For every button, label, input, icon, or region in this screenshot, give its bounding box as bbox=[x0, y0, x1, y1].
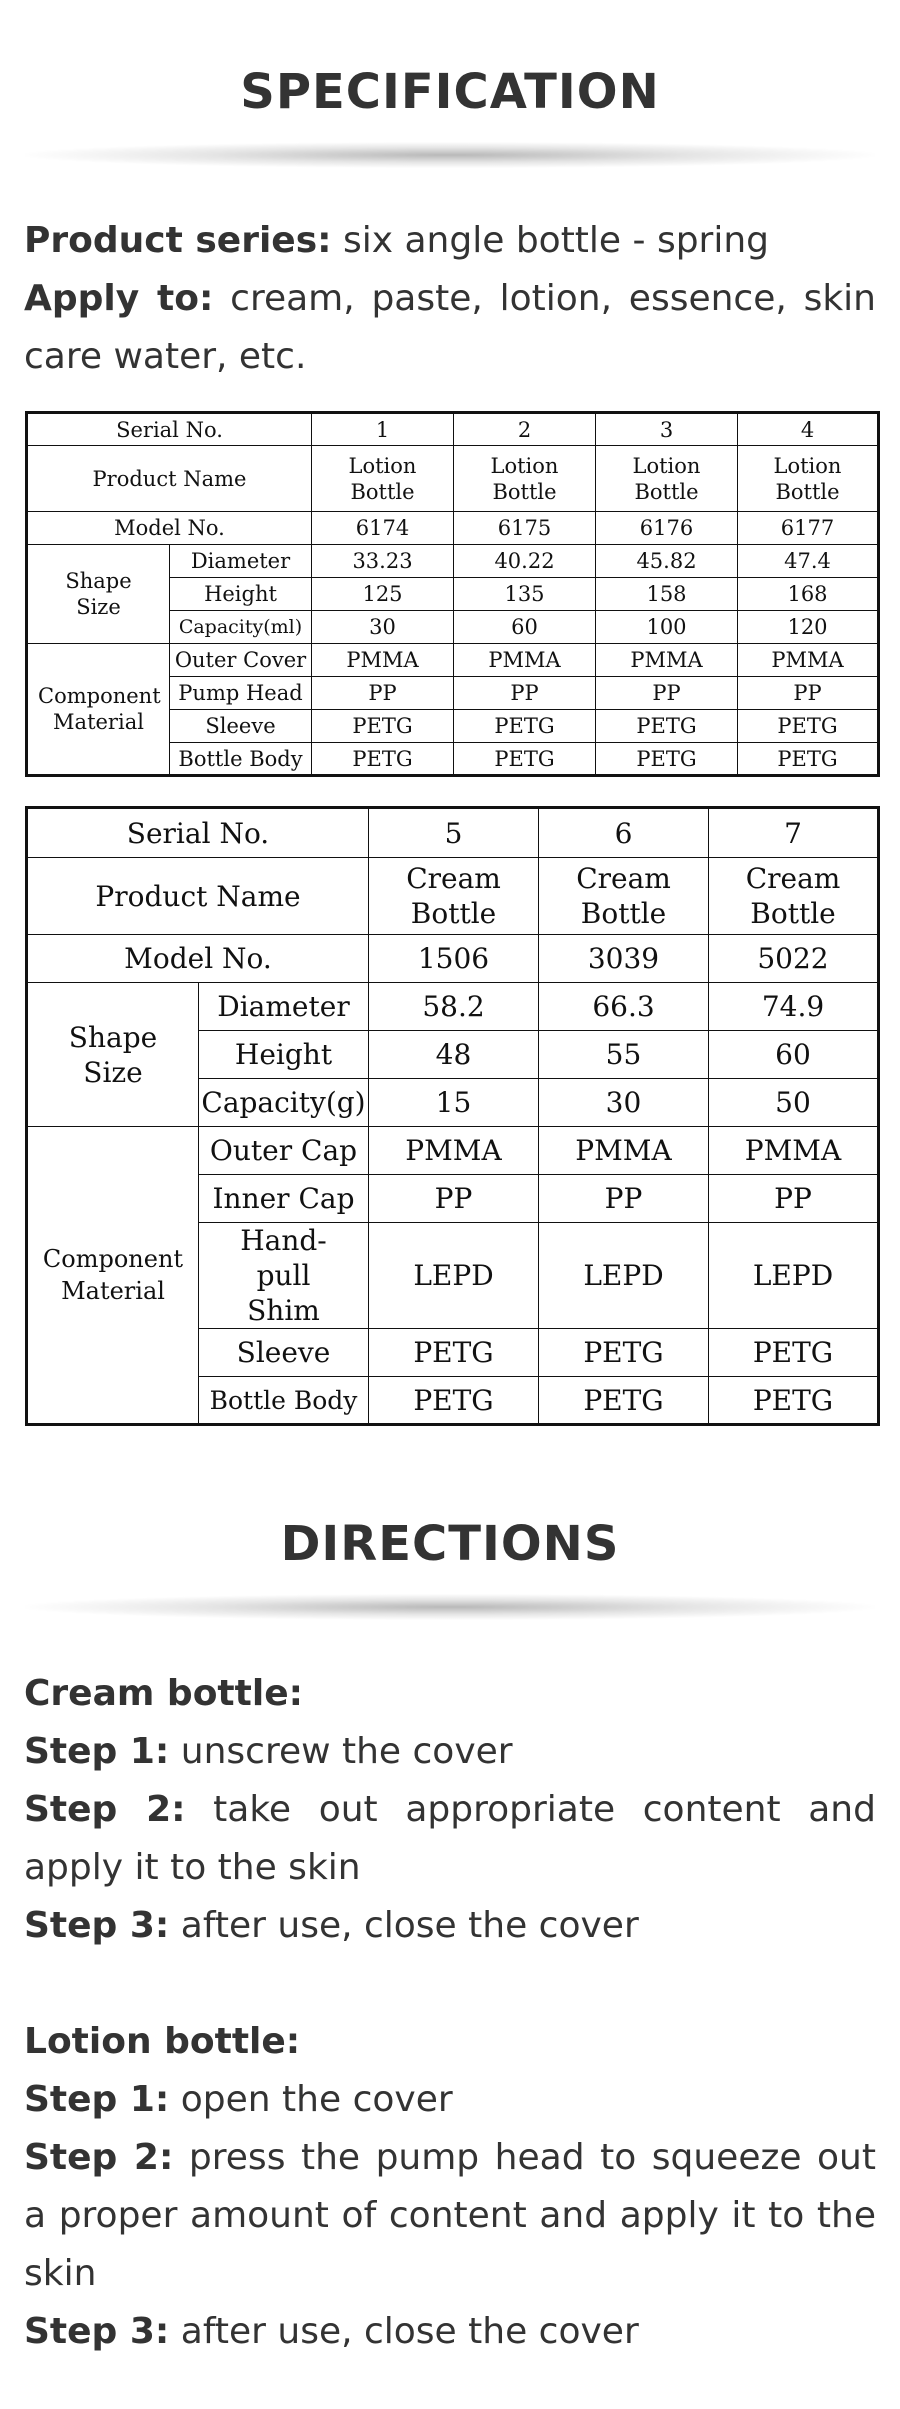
bottle-body-label: Bottle Body bbox=[170, 743, 312, 776]
model-cell: 1506 bbox=[369, 935, 539, 983]
bottle-body-cell: PETG bbox=[539, 1377, 709, 1425]
lotion-step-1: Step 1: open the cover bbox=[24, 2079, 453, 2120]
product-name-cell: Lotion Bottle bbox=[738, 446, 879, 512]
sleeve-cell: PETG bbox=[539, 1329, 709, 1377]
pump-head-cell: PP bbox=[312, 677, 454, 710]
section-spacer bbox=[24, 1955, 876, 2013]
title-shadow-divider bbox=[25, 1594, 875, 1620]
outer-cap-label: Outer Cap bbox=[199, 1127, 369, 1175]
sleeve-label: Sleeve bbox=[199, 1329, 369, 1377]
capacity-cell: 30 bbox=[312, 611, 454, 644]
diameter-label: Diameter bbox=[199, 983, 369, 1031]
serial-cell: 2 bbox=[454, 413, 596, 446]
serial-cell: 7 bbox=[709, 808, 879, 858]
table-row bbox=[27, 545, 879, 578]
serial-cell: 4 bbox=[738, 413, 879, 446]
diameter-label: Diameter bbox=[170, 545, 312, 578]
sleeve-cell: PETG bbox=[454, 710, 596, 743]
outer-cap-cell: PMMA bbox=[369, 1127, 539, 1175]
capacity-cell: 60 bbox=[454, 611, 596, 644]
diameter-cell: 74.9 bbox=[709, 983, 879, 1031]
bottle-body-cell: PETG bbox=[454, 743, 596, 776]
height-label: Height bbox=[170, 578, 312, 611]
height-cell: 158 bbox=[596, 578, 738, 611]
pump-head-label: Pump Head bbox=[170, 677, 312, 710]
serial-label: Serial No. bbox=[27, 413, 312, 446]
table-row bbox=[27, 808, 879, 858]
table-row bbox=[27, 512, 879, 545]
serial-cell: 6 bbox=[539, 808, 709, 858]
cream-step-1: Step 1: unscrew the cover bbox=[24, 1731, 513, 1772]
serial-cell: 3 bbox=[596, 413, 738, 446]
serial-cell: 5 bbox=[369, 808, 539, 858]
height-label: Height bbox=[199, 1031, 369, 1079]
model-cell: 5022 bbox=[709, 935, 879, 983]
table-row bbox=[27, 983, 879, 1031]
outer-cover-cell: PMMA bbox=[312, 644, 454, 677]
apply-to-value: cream, paste, lotion, essence, skin care water, etc. bbox=[24, 278, 876, 377]
bottle-body-cell: PETG bbox=[596, 743, 738, 776]
model-label: Model No. bbox=[27, 935, 369, 983]
table-row bbox=[27, 935, 879, 983]
product-name-cell: Cream Bottle bbox=[539, 858, 709, 935]
sleeve-cell: PETG bbox=[596, 710, 738, 743]
bottle-body-label: Bottle Body bbox=[199, 1377, 369, 1425]
sleeve-cell: PETG bbox=[312, 710, 454, 743]
spec-intro bbox=[24, 212, 876, 386]
lotion-bottle-heading: Lotion bottle: bbox=[24, 2021, 301, 2062]
height-cell: 48 bbox=[369, 1031, 539, 1079]
diameter-cell: 66.3 bbox=[539, 983, 709, 1031]
product-series-line bbox=[24, 212, 876, 270]
specification-title: SPECIFICATION bbox=[240, 64, 660, 120]
table-row bbox=[27, 644, 879, 677]
model-cell: 3039 bbox=[539, 935, 709, 983]
capacity-label: Capacity(g) bbox=[199, 1079, 369, 1127]
product-name-cell: Cream Bottle bbox=[369, 858, 539, 935]
table-row bbox=[27, 858, 879, 935]
table-row bbox=[27, 446, 879, 512]
product-name-cell: Lotion Bottle bbox=[312, 446, 454, 512]
inner-cap-cell: PP bbox=[709, 1175, 879, 1223]
outer-cover-label: Outer Cover bbox=[170, 644, 312, 677]
capacity-cell: 15 bbox=[369, 1079, 539, 1127]
serial-cell: 1 bbox=[312, 413, 454, 446]
outer-cover-cell: PMMA bbox=[596, 644, 738, 677]
model-cell: 6176 bbox=[596, 512, 738, 545]
directions-title: DIRECTIONS bbox=[280, 1516, 620, 1572]
capacity-cell: 50 bbox=[709, 1079, 879, 1127]
spec-table-cream bbox=[25, 806, 880, 1426]
table-row bbox=[27, 1127, 879, 1175]
product-series-value: six angle bottle - spring bbox=[342, 220, 770, 261]
product-name-cell: Cream Bottle bbox=[709, 858, 879, 935]
bottle-body-cell: PETG bbox=[738, 743, 879, 776]
height-cell: 168 bbox=[738, 578, 879, 611]
capacity-cell: 120 bbox=[738, 611, 879, 644]
sleeve-label: Sleeve bbox=[170, 710, 312, 743]
sleeve-cell: PETG bbox=[709, 1329, 879, 1377]
shape-size-label: Shape Size bbox=[27, 545, 170, 644]
directions-body bbox=[24, 1665, 876, 2361]
inner-cap-cell: PP bbox=[539, 1175, 709, 1223]
inner-cap-label: Inner Cap bbox=[199, 1175, 369, 1223]
cream-bottle-heading: Cream bottle: bbox=[24, 1673, 303, 1714]
table-row bbox=[27, 413, 879, 446]
shim-label: Hand-pull Shim bbox=[199, 1223, 369, 1329]
product-name-label: Product Name bbox=[27, 446, 312, 512]
height-cell: 135 bbox=[454, 578, 596, 611]
serial-label: Serial No. bbox=[27, 808, 369, 858]
diameter-cell: 47.4 bbox=[738, 545, 879, 578]
bottle-body-cell: PETG bbox=[312, 743, 454, 776]
lotion-step-2: Step 2: press the pump head to squeeze out a proper amount of content and apply it to the skin bbox=[24, 2137, 876, 2294]
lotion-step-3: Step 3: after use, close the cover bbox=[24, 2311, 639, 2352]
shape-size-label: Shape Size bbox=[27, 983, 199, 1127]
shim-cell: LEPD bbox=[539, 1223, 709, 1329]
pump-head-cell: PP bbox=[738, 677, 879, 710]
product-name-cell: Lotion Bottle bbox=[454, 446, 596, 512]
outer-cap-cell: PMMA bbox=[709, 1127, 879, 1175]
inner-cap-cell: PP bbox=[369, 1175, 539, 1223]
spec-table-lotion bbox=[25, 411, 880, 777]
cream-step-2: Step 2: take out appropriate content and apply it to the skin bbox=[24, 1789, 876, 1888]
outer-cap-cell: PMMA bbox=[539, 1127, 709, 1175]
diameter-cell: 58.2 bbox=[369, 983, 539, 1031]
sleeve-cell: PETG bbox=[369, 1329, 539, 1377]
model-cell: 6175 bbox=[454, 512, 596, 545]
cream-step-3: Step 3: after use, close the cover bbox=[24, 1905, 639, 1946]
product-series-label: Product series: bbox=[24, 220, 332, 261]
capacity-cell: 30 bbox=[539, 1079, 709, 1127]
pump-head-cell: PP bbox=[596, 677, 738, 710]
model-cell: 6174 bbox=[312, 512, 454, 545]
bottle-body-cell: PETG bbox=[709, 1377, 879, 1425]
product-name-cell: Lotion Bottle bbox=[596, 446, 738, 512]
shim-cell: LEPD bbox=[369, 1223, 539, 1329]
height-cell: 60 bbox=[709, 1031, 879, 1079]
component-material-label: Component Material bbox=[27, 644, 170, 776]
diameter-cell: 45.82 bbox=[596, 545, 738, 578]
height-cell: 55 bbox=[539, 1031, 709, 1079]
height-cell: 125 bbox=[312, 578, 454, 611]
product-name-label: Product Name bbox=[27, 858, 369, 935]
sleeve-cell: PETG bbox=[738, 710, 879, 743]
model-cell: 6177 bbox=[738, 512, 879, 545]
title-shadow-divider bbox=[25, 142, 875, 168]
bottle-body-cell: PETG bbox=[369, 1377, 539, 1425]
capacity-cell: 100 bbox=[596, 611, 738, 644]
apply-to-label: Apply to: bbox=[24, 278, 214, 319]
outer-cover-cell: PMMA bbox=[454, 644, 596, 677]
outer-cover-cell: PMMA bbox=[738, 644, 879, 677]
diameter-cell: 40.22 bbox=[454, 545, 596, 578]
diameter-cell: 33.23 bbox=[312, 545, 454, 578]
pump-head-cell: PP bbox=[454, 677, 596, 710]
apply-to-line bbox=[24, 270, 876, 386]
component-material-label: Component Material bbox=[27, 1127, 199, 1425]
capacity-label: Capacity(ml) bbox=[170, 611, 312, 644]
shim-cell: LEPD bbox=[709, 1223, 879, 1329]
model-label: Model No. bbox=[27, 512, 312, 545]
